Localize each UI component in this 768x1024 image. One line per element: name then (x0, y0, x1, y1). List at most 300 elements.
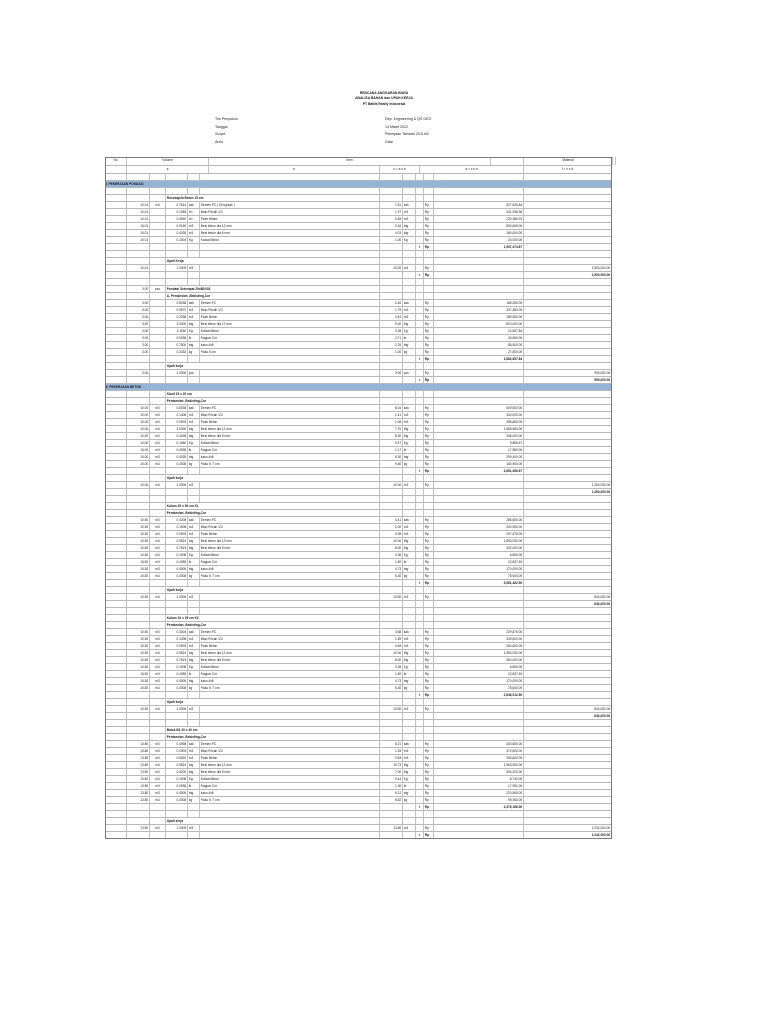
cell-item-name: Paguar Cor (200, 335, 380, 341)
cell-unit: m3 (150, 559, 166, 565)
cell-x (416, 321, 424, 327)
cell-currency: Rp (424, 447, 434, 453)
cell-rp (424, 293, 434, 299)
cell-qu (403, 489, 416, 495)
cell-no (105, 398, 127, 404)
cell-quantity: 7.61 (380, 202, 403, 208)
cell-harga (524, 741, 612, 747)
table-row (105, 678, 612, 685)
cell-item-name: Pasir Beton (200, 314, 380, 320)
cell-harga (524, 671, 612, 677)
meta-label-scope: Scope (215, 132, 226, 137)
cell-material (434, 825, 524, 831)
cell-no (105, 510, 127, 516)
cell-rp (424, 258, 434, 264)
cell-rp (424, 615, 434, 621)
table-row (105, 790, 612, 797)
cell-name (200, 188, 380, 194)
meta-label-team: Tim Penyusun (215, 117, 238, 121)
cell-unit (150, 300, 166, 306)
cell-quantity: 1.41 (380, 412, 403, 418)
cell-unit: m3 (150, 405, 166, 411)
cell-no (105, 685, 127, 691)
cell-unit (150, 496, 166, 502)
cell-material: 75,600.00 (434, 685, 524, 691)
cell-harga (524, 699, 612, 705)
cell-unit (150, 251, 166, 257)
column-header-row (105, 157, 612, 166)
cell-x (416, 307, 424, 313)
cell-volume (127, 727, 150, 733)
cell-name (200, 811, 380, 817)
cell-harga (524, 447, 612, 453)
cell-harga (524, 314, 612, 320)
cell-q (380, 734, 403, 740)
cell-currency: Rp (424, 307, 434, 313)
cell-volume: 10.50 (127, 545, 150, 551)
cell-unit (150, 237, 166, 243)
group-title-row (105, 195, 612, 202)
cell-no (105, 300, 127, 306)
cell-qu (403, 475, 416, 481)
cell-currency: Rp (424, 440, 434, 446)
subtotal-material: 3,581,462.50 (434, 580, 524, 586)
cell-coefficient: 0.1008 (166, 776, 188, 782)
cell-name (200, 496, 380, 502)
cell-x (416, 363, 424, 369)
col-sub-volume: a (127, 166, 209, 174)
cell-coef-unit: btg (188, 762, 200, 768)
cell-unit (150, 391, 166, 397)
cell-harga (524, 412, 612, 418)
subtotal-row (105, 356, 612, 363)
cell-quantity-unit: m3 (403, 825, 416, 831)
group-title-row (105, 587, 612, 594)
table-row (105, 482, 612, 489)
cell-harga (524, 818, 612, 824)
cell-item-name: Besi beton dia 6 mm (200, 769, 380, 775)
cell-x (416, 734, 424, 740)
cell-quantity: 3.68 (380, 629, 403, 635)
table-row (105, 825, 612, 832)
cell-material: 170,000.00 (434, 566, 524, 572)
spacer-row (105, 811, 612, 818)
cell-volume: 10.00 (127, 447, 150, 453)
cell-x (416, 328, 424, 334)
cell-item-name: kaso 4x6 (200, 342, 380, 348)
cell-volume: 10.50 (127, 524, 150, 530)
cell-no (105, 706, 127, 712)
cell-item-name: kaso 4x6 (200, 678, 380, 684)
cell-x (416, 237, 424, 243)
cell-coefficient: 0.3004 (166, 629, 188, 635)
cell-vol (127, 608, 150, 614)
cell-volume (127, 587, 150, 593)
cell-coef-unit: ltr (188, 783, 200, 789)
cell-harga (524, 349, 612, 355)
group-title-row (105, 475, 612, 482)
cell-mat (434, 734, 524, 740)
cell-x (416, 797, 424, 803)
cell-volume: 3.00 (127, 314, 150, 320)
cell-currency (424, 601, 434, 607)
cell-coef-unit: m3 (188, 755, 200, 761)
cell-currency: Rp (424, 797, 434, 803)
cell-x (416, 230, 424, 236)
cell-q (380, 720, 403, 726)
cell-currency: Rp (424, 804, 434, 810)
cell-cu (188, 272, 200, 278)
cell-mat (434, 587, 524, 593)
cell-material: 432,000.00 (434, 545, 524, 551)
table-row (105, 440, 612, 447)
cell-quantity-unit: m3 (403, 636, 416, 642)
cell-volume: 10.01 (127, 223, 150, 229)
cell-name (200, 608, 380, 614)
cell-coef-unit: m3 (188, 482, 200, 488)
subtotal-material (434, 272, 524, 278)
group-title: Pondasi Setempat 20x80/003 (166, 286, 380, 292)
cell-item-name (200, 825, 380, 831)
cell-name (200, 468, 380, 474)
cell-quantity: 0.35 (380, 328, 403, 334)
cell-mat (434, 622, 524, 628)
cell-unit (150, 216, 166, 222)
cell-quantity: 1.50 (380, 671, 403, 677)
subtotal-harga (524, 468, 612, 474)
cell-quantity: 10.00 (380, 482, 403, 488)
cell-quantity: 0.61 (380, 314, 403, 320)
cell-quantity-unit: kg (403, 797, 416, 803)
cell-no (105, 629, 127, 635)
cell-no (105, 335, 127, 341)
cell-unit: m3 (150, 783, 166, 789)
cell-material: 403,650.00 (434, 741, 524, 747)
section-title: I. PEKERJAAN PONDASI (105, 182, 144, 186)
cell-material: 297,675.00 (434, 531, 524, 537)
cell-no (105, 615, 127, 621)
cell-harga (524, 419, 612, 425)
spacer-row (105, 608, 612, 615)
cell-x (416, 664, 424, 670)
table-row (105, 335, 612, 342)
cell-unit: m3 (150, 650, 166, 656)
table-row (105, 426, 612, 433)
cell-quantity-unit: btg (403, 230, 416, 236)
cell-unit (150, 265, 166, 271)
cell-item-name: Batu Pecah 1/2 (200, 307, 380, 313)
cell-quantity: 9.60 (380, 461, 403, 467)
cell-quantity-unit: btg (403, 650, 416, 656)
cell-coefficient: 0.1408 (166, 636, 188, 642)
cell-qu (403, 503, 416, 509)
cell-currency: Rp (424, 272, 434, 278)
cell-q (380, 293, 403, 299)
cell-volume: 10.50 (127, 573, 150, 579)
cell-quantity: 9.16 (380, 223, 403, 229)
cell-unit: m3 (150, 552, 166, 558)
cell-currency: Rp (424, 342, 434, 348)
cell-coef-unit: m3 (188, 706, 200, 712)
cell-harga (524, 524, 612, 530)
cell-volume (127, 363, 150, 369)
cell-harga: 840,000.00 (524, 594, 612, 600)
cell-qu (403, 174, 416, 180)
cell-currency: Rp (424, 559, 434, 565)
table-row (105, 545, 612, 552)
cell-vol (127, 713, 150, 719)
cell-unit (150, 370, 166, 376)
cell-vol (127, 468, 150, 474)
cell-harga (524, 223, 612, 229)
cell-coef-unit: sak (188, 405, 200, 411)
cell-material: 180,000.00 (434, 230, 524, 236)
cell-rp (424, 720, 434, 726)
cell-unit: m3 (150, 629, 166, 635)
cell-coefficient: 0.0903 (166, 748, 188, 754)
table-row (105, 650, 612, 657)
col-sub-harga: f = c x d (524, 166, 612, 174)
cell-harga (524, 727, 612, 733)
cell-x: x (416, 272, 424, 278)
cell-unit: m3 (150, 573, 166, 579)
cell-quantity: 15.73 (380, 762, 403, 768)
cell-coefficient: 0.0692 (166, 216, 188, 222)
cell-qu (403, 195, 416, 201)
cell-quantity: 6.21 (380, 741, 403, 747)
cell-quantity: 9.00 (380, 321, 403, 327)
col-sub-mid: c = a x b (380, 166, 420, 174)
cell-coefficient: 0.1008 (166, 552, 188, 558)
cell-vol (127, 272, 150, 278)
cell-coef (166, 811, 188, 817)
cell-currency: Rp (424, 650, 434, 656)
cell-x (416, 545, 424, 551)
cell-mat (434, 174, 524, 180)
cell-no (105, 818, 127, 824)
cell-harga (524, 538, 612, 544)
cell-unit: m3 (150, 202, 166, 208)
cell-currency: Rp (424, 671, 434, 677)
cell-unit (150, 349, 166, 355)
cell-rp (424, 174, 434, 180)
cell-qu (403, 279, 416, 285)
cell-unit (150, 713, 166, 719)
cell-unit: m3 (150, 776, 166, 782)
cell-harga (524, 685, 612, 691)
cell-material: 1,659,960.00 (434, 426, 524, 432)
cell-vol (127, 279, 150, 285)
cell-coef-unit: btg (188, 678, 200, 684)
table-row (105, 314, 612, 321)
cell-no (105, 657, 127, 663)
subtotal-row (105, 377, 612, 384)
cell-material: 360,000.00 (434, 657, 524, 663)
cell-unit: m3 (150, 566, 166, 572)
cell-no (105, 265, 127, 271)
cell-unit (150, 468, 166, 474)
cell-q (380, 356, 403, 362)
cell-volume: 10.50 (127, 538, 150, 544)
cell-unit: m3 (150, 433, 166, 439)
cell-unit (150, 699, 166, 705)
cell-currency: Rp (424, 223, 434, 229)
cell-harga (524, 174, 612, 180)
cell-no (105, 643, 127, 649)
cell-mat (434, 615, 524, 621)
cell-harga (524, 650, 612, 656)
table-row (105, 328, 612, 335)
cell-rp (424, 286, 434, 292)
cell-material: 394,200.00 (434, 769, 524, 775)
cell-quantity: 10.00 (380, 538, 403, 544)
cell-no (105, 244, 127, 250)
cell-coefficient: 0.1008 (166, 664, 188, 670)
cell-harga (524, 734, 612, 740)
table-row (105, 671, 612, 678)
cell-harga: 840,000.00 (524, 706, 612, 712)
group-title: Upah kerja (166, 818, 380, 824)
cell-unit: m3 (150, 454, 166, 460)
table-row (105, 412, 612, 419)
cell-mat (434, 503, 524, 509)
cell-no (105, 825, 127, 831)
cell-x (416, 258, 424, 264)
group-title: Pembesian ,Bekisting,Cor (166, 622, 380, 628)
cell-item-name: Semen PC (200, 405, 380, 411)
cell-unit (150, 321, 166, 327)
cell-x (416, 440, 424, 446)
cell-coef (166, 720, 188, 726)
cell-volume (127, 510, 150, 516)
cell-quantity-unit: m3 (403, 524, 416, 530)
table-row (105, 370, 612, 377)
cell-q (380, 363, 403, 369)
cell-item-name: Paku 5, 7 cm (200, 573, 380, 579)
cell-no (105, 447, 127, 453)
cell-no (105, 580, 127, 586)
cell-coef-unit: btg (188, 454, 200, 460)
cell-item-name: Batu Pecah 1/2 (200, 748, 380, 754)
cell-no (105, 671, 127, 677)
cell-material: 10,857.84 (434, 328, 524, 334)
cell-currency: Rp (424, 545, 434, 551)
table-row (105, 636, 612, 643)
group-title-row (105, 734, 612, 741)
cell-volume: 10.01 (127, 265, 150, 271)
cell-volume (127, 398, 150, 404)
cell-material: 9,866.67 (434, 440, 524, 446)
cell-coef-unit: kg (188, 573, 200, 579)
cell-item-name: Paku 5, 7 cm (200, 461, 380, 467)
cell-coef (166, 244, 188, 250)
cell-volume: 10.00 (127, 454, 150, 460)
cell-no (105, 286, 127, 292)
group-title: Upah kerja (166, 587, 380, 593)
cell-currency: Rp (424, 706, 434, 712)
cell-quantity: 0.83 (380, 755, 403, 761)
cell-no (105, 783, 127, 789)
cell-volume: 13.80 (127, 825, 150, 831)
cell-unit (150, 356, 166, 362)
cell-quantity-unit: m3 (403, 531, 416, 537)
cell-material: 75,600.00 (434, 573, 524, 579)
cell-rp (424, 251, 434, 257)
cell-no (105, 797, 127, 803)
cell-coefficient: 0.1004 (166, 237, 188, 243)
cell-item-name: Kawat Beton (200, 237, 380, 243)
cell-qu (403, 692, 416, 698)
cell-unit (150, 587, 166, 593)
cell-coef (166, 279, 188, 285)
cell-harga (524, 776, 612, 782)
cell-quantity: 5.52 (380, 797, 403, 803)
cost-sheet (105, 157, 612, 839)
cell-qu (403, 832, 416, 838)
cell-no (105, 223, 127, 229)
cell-volume: 10.50 (127, 531, 150, 537)
cell-unit (150, 398, 166, 404)
cell-unit: m3 (150, 741, 166, 747)
cell-quantity: 7.00 (380, 769, 403, 775)
cell-cu (188, 356, 200, 362)
cell-x (416, 475, 424, 481)
cell-no (105, 727, 127, 733)
cell-coefficient: 1.0000 (166, 706, 188, 712)
cell-quantity-unit: btg (403, 762, 416, 768)
cell-volume: 3.00 (127, 307, 150, 313)
cell-currency: Rp (424, 538, 434, 544)
cell-no (105, 559, 127, 565)
cell-q (380, 832, 403, 838)
cell-coef-unit: Kg (188, 237, 200, 243)
cell-rp (424, 188, 434, 194)
cell-unit: m3 (150, 685, 166, 691)
cell-unit (150, 489, 166, 495)
cell-currency: Rp (424, 790, 434, 796)
cell-volume: 3.00 (127, 342, 150, 348)
table-row (105, 664, 612, 671)
cell-coef-unit: m3 (188, 594, 200, 600)
cell-unit: m3 (150, 524, 166, 530)
cell-currency: Rp (424, 629, 434, 635)
cell-cu (188, 692, 200, 698)
cell-cu (188, 832, 200, 838)
cell-x (416, 489, 424, 495)
meta-values (385, 116, 431, 146)
table-row (105, 517, 612, 524)
cell-harga (524, 251, 612, 257)
cell-volume: 10.50 (127, 706, 150, 712)
cell-harga (524, 615, 612, 621)
cell-coefficient: 0.8038 (166, 405, 188, 411)
cell-unit: m3 (150, 447, 166, 453)
table-row (105, 307, 612, 314)
cell-no (105, 517, 127, 523)
cell-harga (524, 405, 612, 411)
cell-coef-unit: btg (188, 321, 200, 327)
cell-no (105, 594, 127, 600)
cell-coefficient: 0.0903 (166, 531, 188, 537)
cell-rp (424, 496, 434, 502)
cell-item-name: Batu Pecah 1/2 (200, 412, 380, 418)
group-title: Pembesian ,Bekisting,Cor (166, 510, 380, 516)
cell-unit: m3 (150, 440, 166, 446)
cell-x (416, 587, 424, 593)
cell-q (380, 622, 403, 628)
cell-harga (524, 510, 612, 516)
cell-name (200, 692, 380, 698)
